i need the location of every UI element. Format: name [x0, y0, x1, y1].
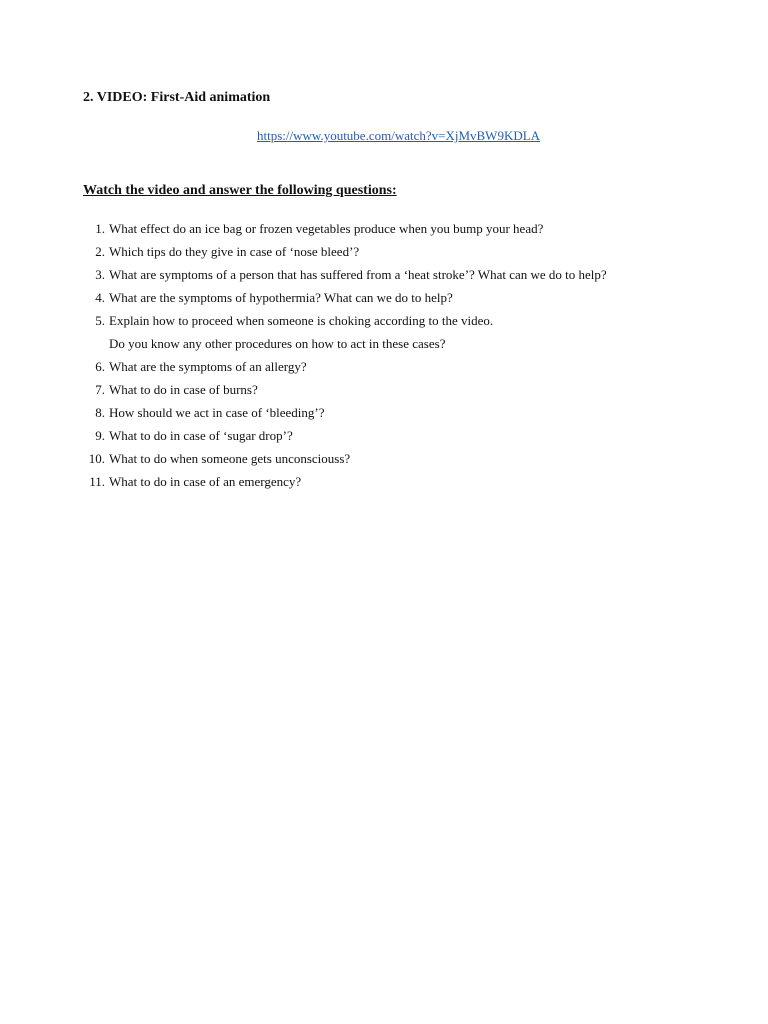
question-number: 8.	[95, 405, 105, 420]
question-number: 3.	[95, 267, 105, 282]
question-text: Which tips do they give in case of ‘nose bleed’?	[109, 244, 360, 259]
question-text: What to do in case of burns?	[109, 382, 258, 397]
question-item	[83, 266, 723, 289]
question-number: 4.	[95, 290, 105, 305]
video-link[interactable]: https://www.youtube.com/watch?v=XjMvBW9KDLA	[257, 128, 541, 143]
question-text: What are the symptoms of hypothermia? What can we do to help?	[109, 290, 453, 305]
question-text: What effect do an ice bag or frozen vegetables produce when you bump your head?	[109, 221, 544, 236]
question-item	[83, 289, 723, 312]
instructions-heading: Watch the video and answer the following questions:	[83, 183, 397, 198]
question-text-continued: Do you know any other procedures on how to act in these cases?	[109, 336, 446, 351]
question-item	[83, 450, 723, 473]
question-text: What to do when someone gets unconsciouss?	[109, 451, 351, 466]
question-number: 7.	[95, 382, 105, 397]
question-item	[83, 404, 723, 427]
question-text: What to do in case of an emergency?	[109, 474, 302, 489]
question-text: How should we act in case of ‘bleeding’?	[109, 405, 325, 420]
question-item	[83, 381, 723, 404]
question-number: 1.	[95, 221, 105, 236]
question-item	[83, 473, 723, 496]
section-heading: 2. VIDEO: First-Aid animation	[83, 90, 271, 105]
question-list	[83, 220, 723, 496]
question-item	[83, 243, 723, 266]
question-item	[83, 358, 723, 381]
question-text: Explain how to proceed when someone is choking according to the video.	[109, 313, 494, 328]
question-number: 9.	[95, 428, 105, 443]
question-item	[83, 220, 723, 243]
question-number: 6.	[95, 359, 105, 374]
question-item	[83, 312, 723, 358]
question-number: 11.	[89, 474, 105, 489]
question-text: What to do in case of ‘sugar drop’?	[109, 428, 293, 443]
question-number: 5.	[95, 313, 105, 328]
question-item	[83, 427, 723, 450]
question-text: What are the symptoms of an allergy?	[109, 359, 307, 374]
question-number: 10.	[88, 451, 105, 466]
question-text: What are symptoms of a person that has suffered from a ‘heat stroke’? What can we do to help?	[109, 267, 607, 282]
question-number: 2.	[95, 244, 105, 259]
